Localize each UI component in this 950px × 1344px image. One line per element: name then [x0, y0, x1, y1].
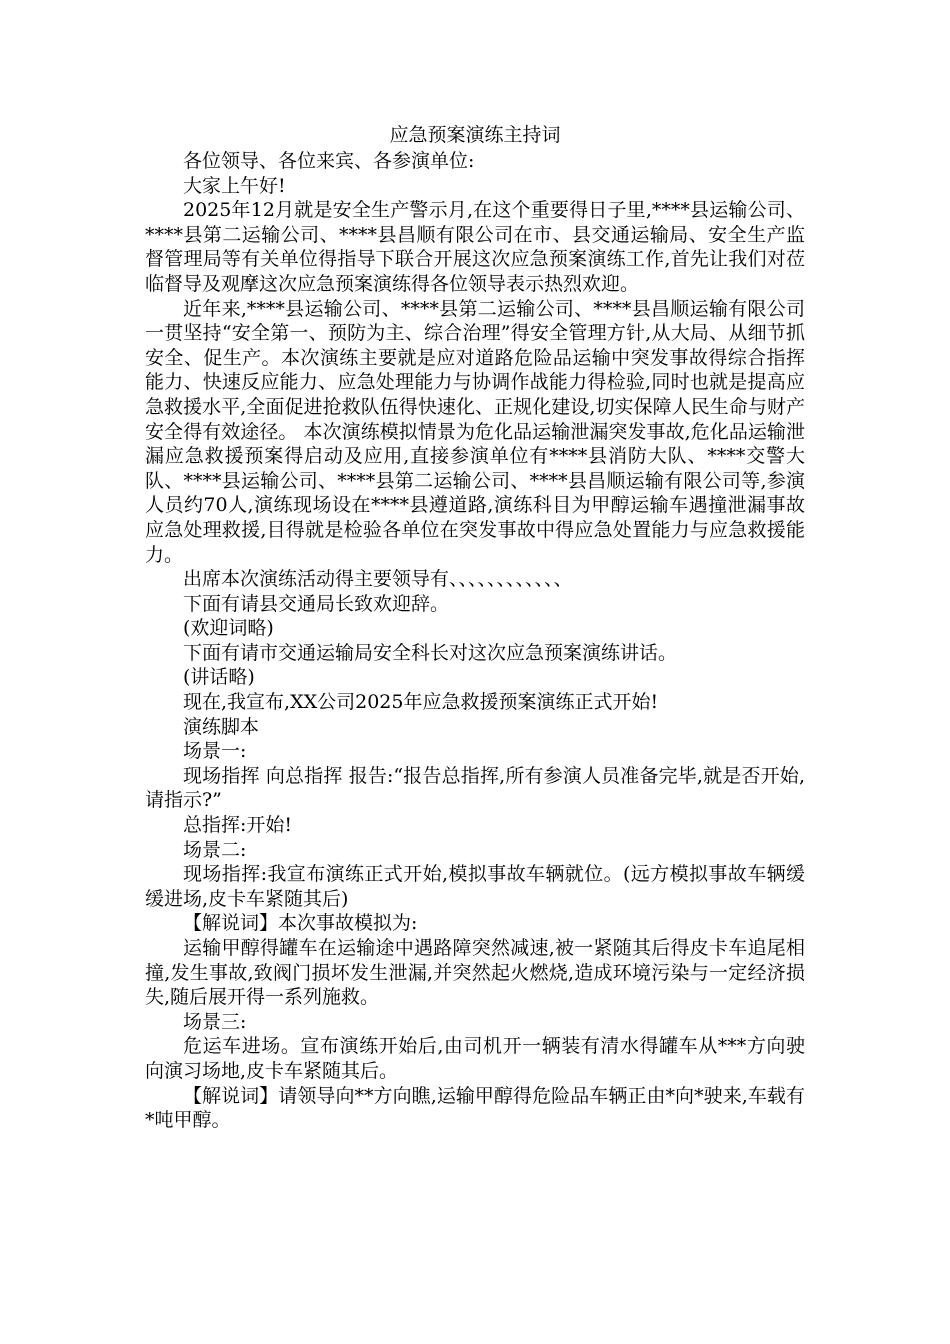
paragraph-greeting: 各位领导、各位来宾、各参演单位: [183, 150, 475, 172]
document-title: 应急预案演练主持词 [389, 124, 561, 146]
paragraph-scene-2-description: 运输甲醇得罐车在运输途中遇路障突然减速,被一紧随其后得皮卡车追尾相撞,发生事故,致阀门损坏发生泄漏,并突然起火燃烧,造成环境污染与一定经济损失,随后展开得一系列施救。 [145, 937, 805, 1009]
paragraph-leaders: 出席本次演练活动得主要领导有、、、、、、、、、、、、 [183, 568, 573, 591]
paragraph-script-heading: 演练脚本 [183, 715, 260, 738]
paragraph-scene-1: 场景一: [183, 740, 247, 763]
paragraph-scene-3-narration: 【解说词】请领导向**方向瞧,运输甲醇得危险品车辆正由*向*驶来,车载有*吨甲醇。 [145, 1084, 805, 1132]
paragraph-scene-2-command: 现场指挥:我宣布演练正式开始,模拟事故车辆就位。(远方模拟事故车辆缓缓进场,皮卡车紧随其后) [145, 863, 805, 910]
paragraph-scene-2: 场景二: [183, 838, 247, 861]
paragraph-intro: 2025年12月就是安全生产警示月,在这个重要得日子里,****县运输公司、****县第二运输公司、****县昌顺有限公司在市、县交通运输局、安全生产监督管理局等有关单位得指导下联合开展这次应急预案演练工作,首先让我们对莅临督导及观摩这次应急预案演练得各位领导表示热烈欢迎。 [145, 199, 805, 295]
paragraph-welcome-omitted: (欢迎词略) [183, 617, 274, 640]
paragraph-welcome-invite: 下面有请县交通局长致欢迎辞。 [183, 592, 450, 615]
document-page [145, 121, 805, 1133]
paragraph-background: 近年来,****县运输公司、****县第二运输公司、****县昌顺运输有限公司一贯坚持“安全第一、预防为主、综合治理”得安全管理方针,从大局、从细节抓安全、促生产。本次演练主要就是应对道路危险品运输中突发事故得综合指挥能力、快速反应能力、应急处理能力与协调作战能力得检验,同时也就是提高应急救援水平,全面促进抢救队伍得快速化、正规化建设,切实保障人民生命与财产安全得有效途径。 本次演练模拟情景为危化品运输泄漏突发事故,危化品运输泄漏应急救援预案得启动及应用,直接参演单位有****县消防大队、****交警大队、****县运输公司、****县第二运输公司、****县昌顺运输有限公司等,参演人员约70人,演练现场设在****县遵道路,演练科目为甲醇运输车遇撞泄漏事故应急处理救援,目得就是检验各单位在突发事故中得应急处置能力与应急救援能力。 [145, 297, 805, 566]
paragraph-scene-1-start: 总指挥:开始! [183, 814, 293, 837]
paragraph-announcement: 现在,我宣布,XX公司2025年应急救援预案演练正式开始! [183, 691, 659, 714]
paragraph-scene-1-report: 现场指挥 向总指挥 报告:“报告总指挥,所有参演人员准备完毕,就是否开始,请指示?” [145, 764, 805, 812]
paragraph-good-morning: 大家上午好! [183, 174, 286, 197]
paragraph-scene-2-narration: 【解说词】本次事故模拟为: [183, 912, 418, 935]
paragraph-scene-3-entry: 危运车进场。宣布演练开始后,由司机开一辆装有清水得罐车从***方向驶向演习场地,皮卡车紧随其后。 [145, 1035, 805, 1082]
paragraph-scene-3: 场景三: [183, 1010, 247, 1033]
paragraph-speech-invite: 下面有请市交通运输局安全科长对这次应急预案演练讲话。 [183, 641, 678, 664]
paragraph-speech-omitted: (讲话略) [183, 666, 255, 689]
